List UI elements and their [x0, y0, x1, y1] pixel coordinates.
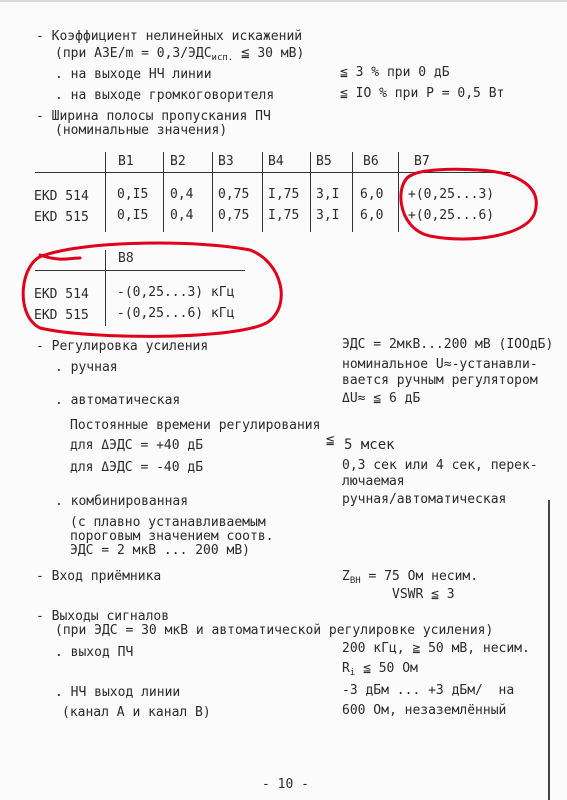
table-divider	[398, 152, 399, 232]
cell-value: I,75	[268, 187, 300, 202]
output-channel-value: 600 Ом, незаземлённый	[342, 703, 507, 718]
distortion-condition-sub: исп.	[211, 53, 234, 63]
col-header-b7: B7	[414, 154, 430, 169]
r-subscript: i	[349, 668, 356, 678]
gain-manual-value: вается ручным регулятором	[342, 373, 538, 388]
gain-combined-note: (с плавно устанавливаемым	[70, 515, 266, 530]
distortion-speaker-label: . на выходе громкоговорителя	[55, 88, 275, 103]
cell-value: 0,I5	[117, 187, 149, 202]
r-symbol: R	[342, 661, 350, 676]
gain-manual-label: . ручная	[55, 360, 118, 375]
cell-value: 3,I	[316, 208, 340, 223]
r-value: ≦ 50 Ом	[363, 661, 418, 676]
time-constants-title: Постоянные времени регулирования	[70, 418, 321, 433]
cell-value: 0,75	[218, 208, 250, 223]
cell-value: +(0,25...6)	[408, 208, 495, 223]
distortion-speaker-value: ≦ IO % при P = 0,5 Вт	[340, 86, 505, 101]
time-plus-label: для ΔЭДС = +40 дБ	[70, 438, 204, 453]
col-header-b1: B1	[118, 154, 134, 169]
cell-value: 0,75	[218, 187, 250, 202]
input-title: - Вход приёмника	[36, 569, 162, 584]
output-af-value: -3 дБм ... +3 дБм/ на	[342, 683, 515, 698]
cell-value: I,75	[268, 208, 300, 223]
scan-top-shadow	[0, 0, 567, 2]
gain-auto-label: . автоматическая	[55, 393, 181, 408]
cell-value: 0,I5	[117, 208, 149, 223]
cell-value: 0,4	[170, 208, 194, 223]
row-model: EKD 515	[34, 308, 89, 323]
row-model: EKD 514	[34, 287, 89, 302]
output-af-label: . НЧ выход линии	[55, 685, 181, 700]
time-minus-label: для ΔЭДС = -40 дБ	[70, 460, 204, 475]
output-if-resistance	[342, 662, 418, 678]
gain-combined-value: ручная/автоматическая	[342, 492, 507, 507]
time-plus-value: 5 мсек	[344, 437, 395, 453]
output-if-label: . выход ПЧ	[55, 645, 134, 660]
table-divider	[212, 152, 213, 232]
outputs-condition: (при ЭДС = 30 мкВ и автоматической регулировке усиления)	[55, 623, 494, 638]
cell-value: -(0,25...3) кГц	[117, 285, 235, 300]
table-divider	[310, 152, 311, 232]
col-header-b8: B8	[118, 251, 134, 266]
table-divider	[352, 152, 353, 232]
distortion-condition-text: (при АЗЕ/m = 0,3/ЭДС	[55, 46, 212, 61]
cell-value: 6,0	[360, 208, 384, 223]
distortion-line-label: . на выходе НЧ линии	[55, 67, 212, 82]
z-symbol: Z	[342, 569, 350, 584]
input-impedance	[342, 570, 478, 586]
col-header-b6: B6	[363, 154, 379, 169]
bandwidth-title: - Ширина полосы пропускания ПЧ	[36, 109, 271, 124]
distortion-condition-end: 30 мВ)	[257, 46, 305, 61]
scan-edge-shadow	[548, 500, 550, 800]
table-divider	[163, 152, 164, 232]
gain-combined-note: ЭДС = 2 мкВ ... 200 мВ)	[70, 543, 251, 558]
table-divider	[105, 250, 106, 326]
gain-auto-value: ΔU≈ ≦ 6 дБ	[342, 391, 421, 406]
marker-circle-b7	[401, 169, 536, 239]
z-value: = 75 Ом несим.	[368, 569, 479, 584]
col-header-b2: B2	[170, 154, 186, 169]
table-header-rule	[35, 172, 510, 173]
cell-value: 3,I	[316, 187, 340, 202]
distortion-title: - Коэффициент нелинейных искажений	[36, 29, 303, 44]
outputs-title: - Выходы сигналов	[36, 609, 170, 624]
col-header-b5: B5	[316, 154, 332, 169]
le-sign: ≦	[326, 432, 335, 448]
z-subscript: BH	[349, 576, 361, 586]
cell-value: 6,0	[360, 187, 384, 202]
cell-value: 0,4	[170, 187, 194, 202]
table-divider	[262, 152, 263, 232]
time-minus-value: лючаемая	[342, 474, 405, 489]
time-minus-value: 0,3 сек или 4 сек, перек-	[342, 458, 538, 473]
page-number: - 10 -	[262, 777, 309, 792]
output-if-value: 200 кГц, ≧ 50 мВ, несим.	[342, 641, 530, 656]
col-header-b4: B4	[268, 154, 284, 169]
gain-range: ЭДС = 2мкВ...200 мВ (IOOдБ)	[342, 337, 554, 352]
cell-value: +(0,25...3)	[408, 187, 495, 202]
distortion-line-value: ≦ 3 % при 0 дБ	[340, 65, 450, 80]
row-model: EKD 514	[34, 189, 89, 204]
gain-combined-note: пороговым значением соотв.	[70, 529, 274, 544]
output-channel-label: (канал А и канал В)	[62, 705, 211, 720]
bandwidth-subtitle: (номинальные значения)	[55, 123, 228, 138]
le-sign: ≦	[241, 45, 250, 61]
distortion-condition	[55, 46, 304, 63]
gain-manual-value: номинальное U≈-устанавли-	[342, 357, 538, 372]
cell-value: -(0,25...6) кГц	[117, 306, 235, 321]
col-header-b3: B3	[218, 154, 234, 169]
gain-title: - Регулировка усиления	[36, 339, 209, 354]
table-divider	[105, 152, 106, 232]
table-header-rule	[35, 270, 245, 271]
input-vswr: VSWR ≦ 3	[392, 587, 455, 602]
gain-combined-label: . комбинированная	[55, 494, 189, 509]
row-model: EKD 515	[34, 210, 89, 225]
